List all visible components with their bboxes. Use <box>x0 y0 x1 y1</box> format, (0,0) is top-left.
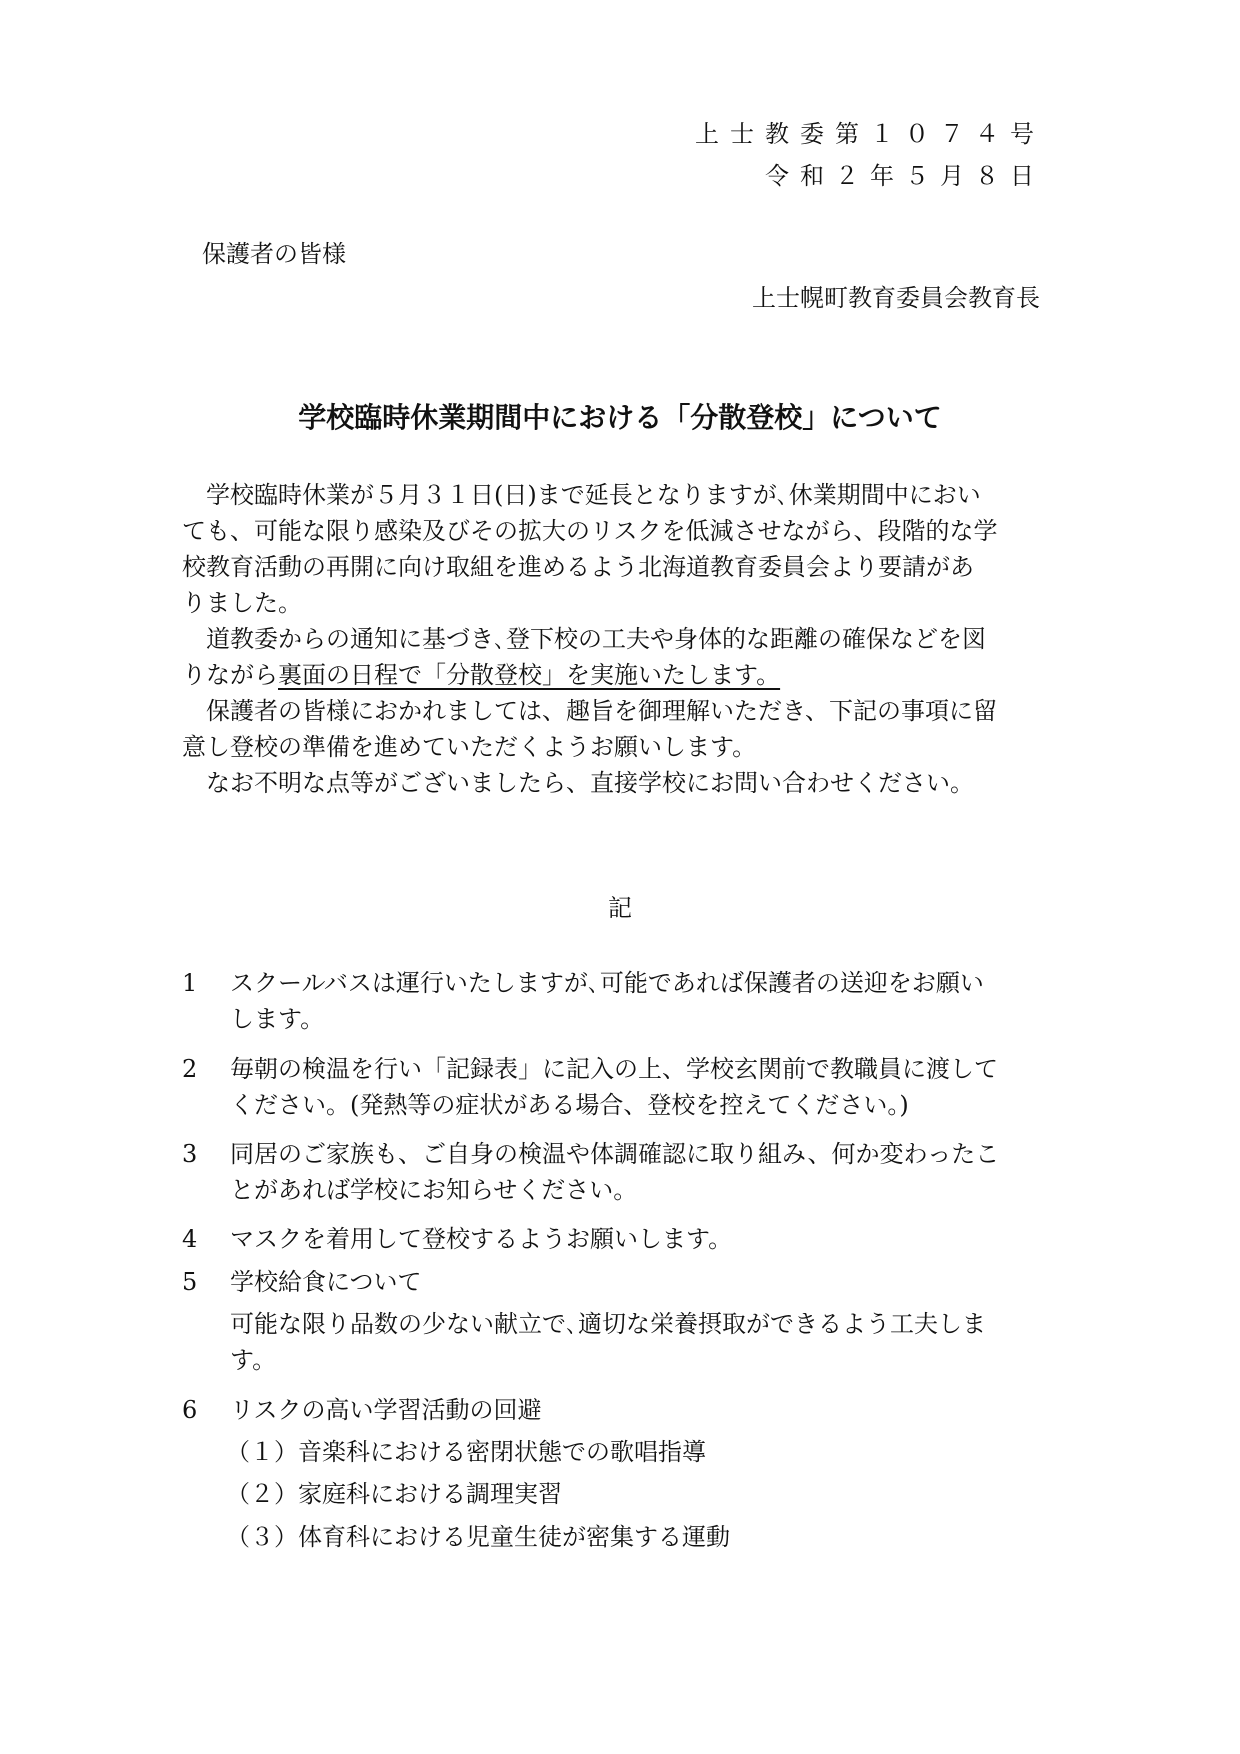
item-line: す。 <box>230 1346 277 1374</box>
body-text <box>182 477 1062 801</box>
item-line: します。 <box>230 1005 325 1033</box>
list-item <box>230 1392 1060 1428</box>
item-line: ください。(発熱等の症状がある場合、登校を控えてください。) <box>230 1091 909 1119</box>
list-item <box>230 1221 1060 1257</box>
sub-item: （１）音楽科における密閉状態での歌唱指導 <box>226 1438 706 1466</box>
item-number: 1 <box>182 969 198 997</box>
body-line: 保護者の皆様におかれましては、趣旨を御理解いただき、下記の事項に留 <box>206 697 998 725</box>
underlined-notice: 裏面の日程で「分散登校」を実施いたします。 <box>278 661 781 689</box>
item-line: 学校給食について <box>230 1268 422 1296</box>
item-number: 6 <box>182 1396 198 1424</box>
body-line-prefix: りながら <box>182 661 278 689</box>
body-line <box>182 657 1062 693</box>
doc-number: 上士教委第１０７４号 <box>695 120 1045 148</box>
doc-date: 令和２年５月８日 <box>765 162 1045 190</box>
body-line: なお不明な点等がございましたら、直接学校にお問い合わせください。 <box>206 769 974 797</box>
item-line: 毎朝の検温を行い「記録表」に記入の上、学校玄関前で教職員に渡して <box>230 1055 998 1083</box>
item-line: リスクの高い学習活動の回避 <box>230 1396 542 1424</box>
list-item <box>230 1264 1060 1378</box>
ki-heading: 記 <box>608 894 632 922</box>
item-number: 2 <box>182 1055 198 1083</box>
addressee: 保護者の皆様 <box>202 240 346 268</box>
item-line: マスクを着用して登校するようお願いします。 <box>230 1225 733 1253</box>
sender: 上士幌町教育委員会教育長 <box>752 284 1040 312</box>
sub-item: （２）家庭科における調理実習 <box>226 1480 562 1508</box>
item-number: 3 <box>182 1140 198 1168</box>
body-line: りました。 <box>182 589 302 617</box>
sub-item: （３）体育科における児童生徒が密集する運動 <box>226 1523 730 1551</box>
body-line: 意し登校の準備を進めていただくようお願いします。 <box>182 733 757 761</box>
item-line: 可能な限り品数の少ない献立で､適切な栄養摂取ができるよう工夫しま <box>230 1310 986 1338</box>
item-line: 同居のご家族も、ご自身の検温や体調確認に取り組み、何か変わったこ <box>230 1140 1000 1168</box>
document-title: 学校臨時休業期間中における「分散登校」について <box>298 401 942 434</box>
body-line: 学校臨時休業が５月３１日(日)まで延長となりますが､休業期間中におい <box>206 481 981 509</box>
item-number: 5 <box>182 1268 198 1296</box>
item-line: とがあれば学校にお知らせください。 <box>230 1176 638 1204</box>
body-line: ても、可能な限り感染及びその拡大のリスクを低減させながら、段階的な学 <box>182 517 998 545</box>
list-item <box>230 1051 1060 1123</box>
list-item <box>230 965 1060 1037</box>
item-number: 4 <box>182 1225 198 1253</box>
item-line: スクールバスは運行いたしますが､可能であれば保護者の送迎をお願い <box>230 969 984 997</box>
body-line: 校教育活動の再開に向け取組を進めるよう北海道教育委員会より要請があ <box>182 553 974 581</box>
body-line: 道教委からの通知に基づき､登下校の工夫や身体的な距離の確保などを図 <box>206 625 986 653</box>
list-item <box>230 1136 1060 1208</box>
